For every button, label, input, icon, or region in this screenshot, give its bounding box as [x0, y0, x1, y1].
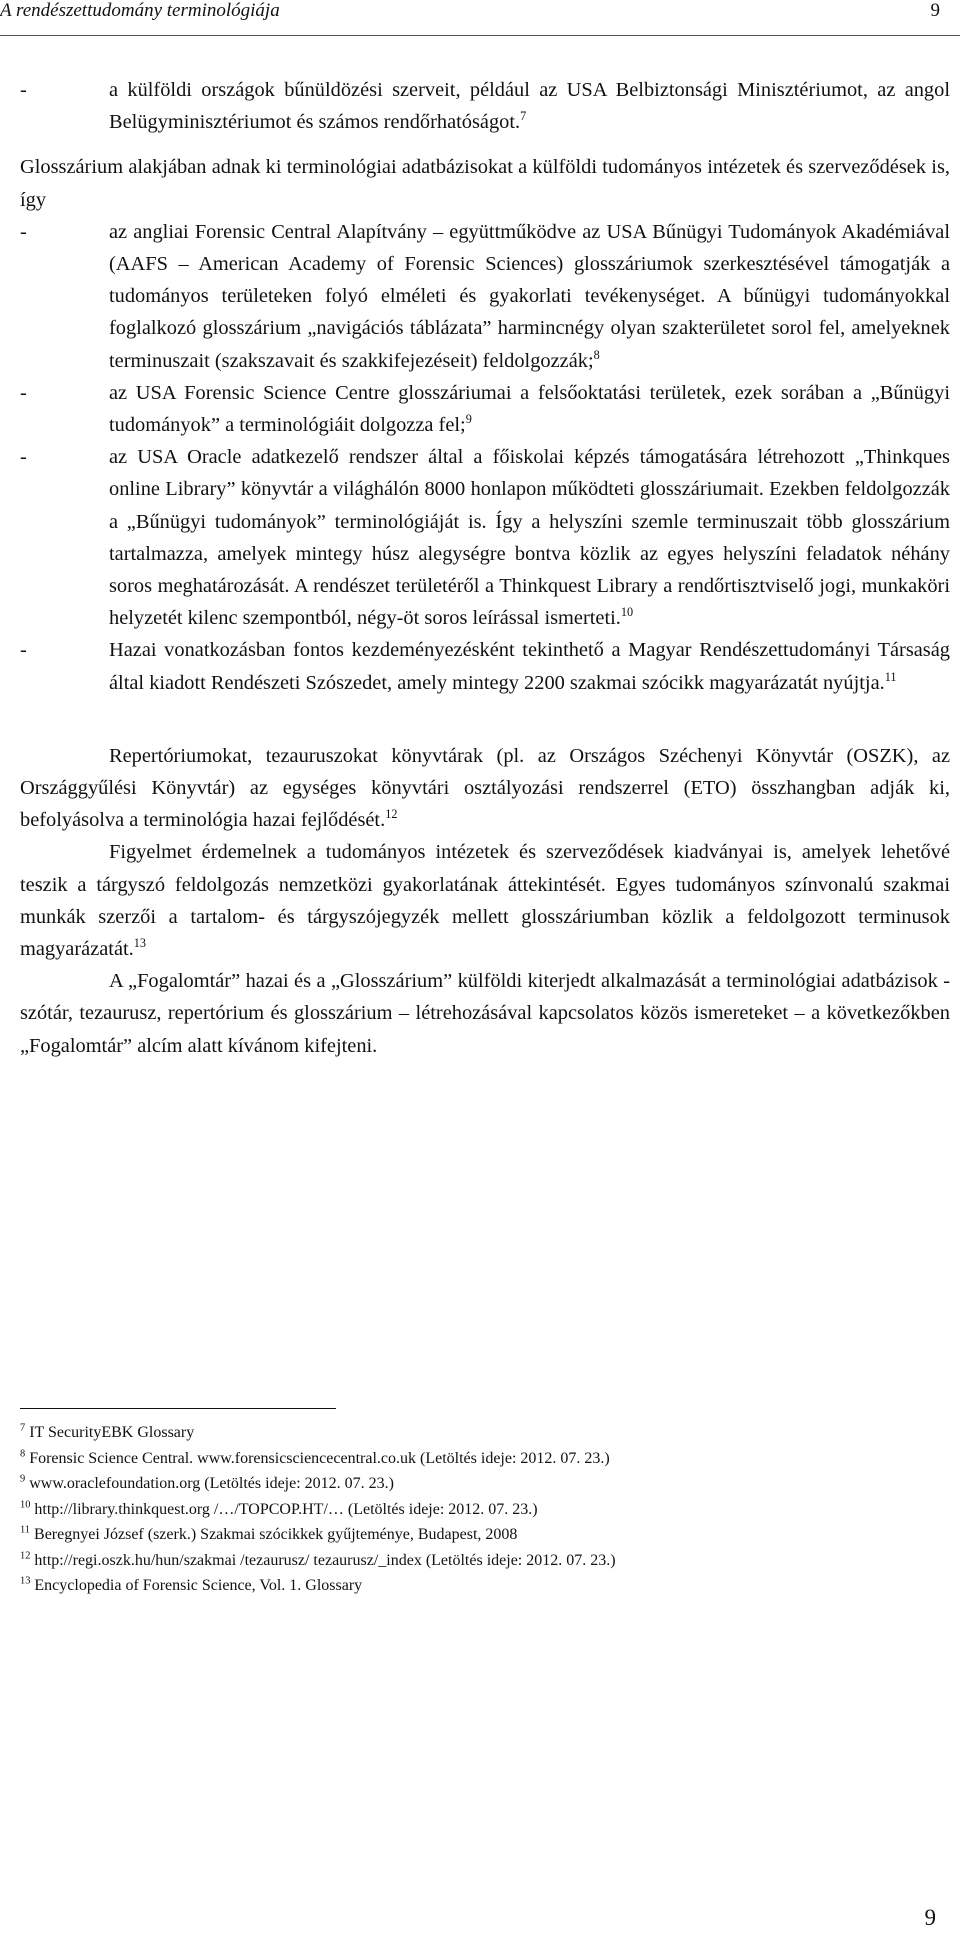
footnote-ref[interactable]: 10 — [620, 605, 634, 620]
body-text — [20, 74, 950, 1062]
footnote — [20, 1573, 940, 1599]
list-item-text: az USA Oracle adatkezelő rendszer által a főiskolai képzés támogatására létrehozott „Thinkques online Library” könyvtár a világhálón 8000 honlapon működteti glosszáriumait. Ezekben feldolgozzák a „Bűnügyi tudományok” terminológiáját is. Így a helyszíni szemle terminuszait több glosszárium tartalmazza, amelyek mintegy húsz alegységre bontva közlik az egyes helyszíni feladatok néhány soros meghatározását. A rendészet területéről a Thinkquest Library a rendőrtisztviselő jogi, munkaköri helyzetét kilenc szempontból, négy-öt soros leírással ismerteti. — [109, 446, 950, 630]
footnote — [20, 1522, 940, 1548]
footnote-text: IT SecurityEBK Glossary — [29, 1424, 195, 1441]
list-dash: - — [20, 79, 27, 101]
footnote-ref[interactable]: 11 — [884, 669, 897, 684]
footnote-ref[interactable]: 13 — [133, 936, 147, 951]
list-item — [20, 74, 950, 138]
footnote-number: 9 — [20, 1473, 26, 1485]
footnote-separator — [20, 1408, 336, 1409]
paragraph — [20, 836, 950, 965]
list-dash: - — [20, 381, 27, 404]
paragraph-text: A „Fogalomtár” hazai és a „Glosszárium” külföldi kiterjedt alkalmazását a terminológiai adatbázisok - szótár, tezaurusz, repertórium és glosszárium – létrehozásával kapcsolatos közös ismereteket – a következőkben „Fogalomtár” alcím alatt kívánom kifejteni. — [20, 970, 950, 1057]
footnote — [20, 1497, 940, 1523]
list-dash: - — [20, 220, 27, 243]
footnote-ref[interactable]: 12 — [385, 807, 398, 822]
list-dash: - — [20, 446, 27, 469]
footnote — [20, 1446, 940, 1472]
footnote-ref[interactable]: 9 — [465, 412, 472, 427]
header-title: A rendészettudomány terminológiája — [0, 0, 280, 21]
list-item-text: a külföldi országok bűnüldözési szerveit, például az USA Belbiztonsági Minisztériumot, az angol Belügyminisztériumot és számos rendőrhatóságot. — [109, 79, 950, 134]
footnote-text: Forensic Science Central. www.forensicsciencecentral.co.uk (Letöltés ideje: 2012. 07. 23.) — [29, 1449, 610, 1467]
footnote-number: 11 — [20, 1524, 31, 1536]
footnote-text: Beregnyei József (szerk.) Szakmai szócikkek gyűjteménye, Budapest, 2008 — [34, 1526, 518, 1543]
footnotes — [20, 1420, 940, 1599]
page-number: 9 — [924, 1905, 936, 1930]
footnote-number: 13 — [20, 1575, 31, 1587]
list-item — [20, 441, 950, 634]
footnote-text: http://regi.oszk.hu/hun/szakmai /tezaurusz/ tezaurusz/_index (Letöltés ideje: 2012. 07. 23.) — [34, 1551, 616, 1569]
footnote-text: www.oraclefoundation.org (Letöltés ideje: 2012. 07. 23.) — [29, 1475, 394, 1492]
paragraph: Glosszárium alakjában adnak ki terminológiai adatbázisokat a külföldi tudományos intézetek és szerveződések is, így — [20, 156, 950, 211]
list-item-text: az angliai Forensic Central Alapítvány – együttműködve az USA Bűnügyi Tudományok Akadémiával (AAFS – American Academy of Forensic Sciences) glosszáriumok szerkesztésével támogatják a tudományos területeken folyó elméleti és gyakorlati tevékenységet. A bűnügyi tudományokkal foglalkozó glosszárium „navigációs táblázata” harmincnégy olyan szakterületet sorol fel, amelyeknek terminuszait (szakszavait és szakkifejezéseit) feldolgozzák; — [109, 220, 950, 372]
footnote-ref[interactable]: 8 — [593, 347, 600, 362]
paragraph-text: Figyelmet érdemelnek a tudományos intézetek és szerveződések kiadványai is, amelyek lehetővé teszik a tárgyszó feldolgozás nemzetközi gyakorlatának áttekintését. Egyes tudományos színvonalú szakmai munkák szerzői a tartalom- és tárgyszójegyzék mellett glosszáriumban közlik a feldolgozott terminusok magyarázatát. — [20, 841, 950, 961]
footnote-number: 12 — [20, 1550, 31, 1562]
list-dash: - — [20, 639, 27, 662]
paragraph — [20, 740, 950, 837]
paragraph-text: Repertóriumokat, tezauruszokat könyvtárak (pl. az Országos Széchenyi Könyvtár (OSZK), az Országgyűlési Könyvtár) az egységes könyvtári osztályozási rendszerrel (ETO) összhangban adják ki, befolyásolva a terminológia hazai fejlődését. — [20, 744, 950, 832]
footnote-number: 8 — [20, 1448, 26, 1460]
footnote — [20, 1420, 940, 1446]
list-item-text: az USA Forensic Science Centre glosszáriumai a felsőoktatási területek, ezek sorában a „Bűnügyi tudományok” a terminológiáit dolgozza fel; — [109, 381, 950, 437]
list-item — [20, 634, 950, 698]
footnote — [20, 1548, 940, 1574]
footnote-ref[interactable]: 7 — [520, 109, 527, 124]
list-item — [20, 377, 950, 441]
footnote-text: Encyclopedia of Forensic Science, Vol. 1. Glossary — [34, 1577, 363, 1594]
list-item — [20, 216, 950, 377]
running-header — [0, 0, 960, 36]
header-page-number: 9 — [930, 0, 940, 21]
paragraph — [20, 965, 950, 1062]
list-item-text: Hazai vonatkozásban fontos kezdeményezésként tekinthető a Magyar Rendészettudományi Társaság által kiadott Rendészeti Szószedet, amely mintegy 2200 szakmai szócikk magyarázatát nyújtja. — [109, 639, 950, 694]
footnote-number: 7 — [20, 1422, 26, 1434]
footnote-text: http://library.thinkquest.org /…/TOPCOP.HT/… (Letöltés ideje: 2012. 07. 23.) — [34, 1500, 538, 1518]
footnote-number: 10 — [20, 1499, 31, 1511]
footnote — [20, 1471, 940, 1497]
